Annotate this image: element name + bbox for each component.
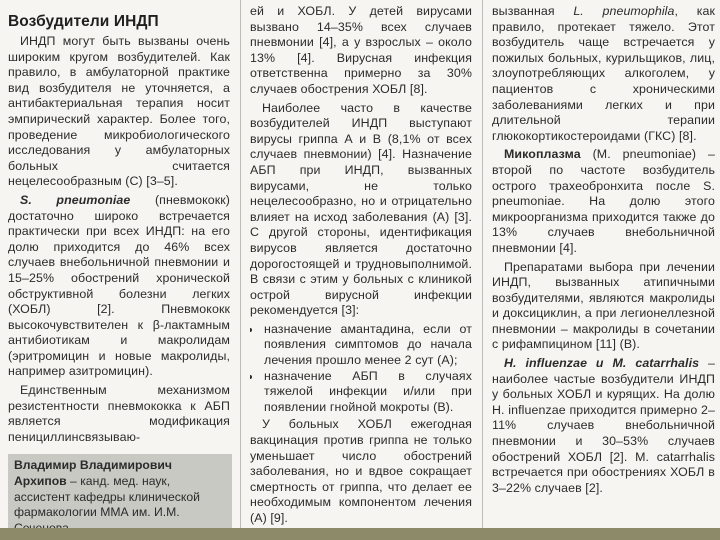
column-left: [8, 0, 230, 528]
author-name: Владимир Владимирович Архипов: [14, 458, 172, 488]
paragraph-text: (пневмококк) достаточно широко встречается практически при всех ИНДП: на его долю приходится до 46% всех случаев внебольничной пневмонии и 15–25% обострений хронической обструктивной болезни легких (ХОБЛ) [2]. Пневмококк высокочувствителен к β-лактамным антибиотикам и макролидам (эритромицин и новые макролиды, например азитромицин).: [8, 192, 230, 379]
paragraph-text: (M. pneumoniae) – второй по частоте возбудитель острого трахеобронхита после S. pneumoniae. На долю этого микроорганизма приходится также до 13% случаев внебольничной пневмонии [4].: [492, 147, 715, 255]
pathogen-term: S. pneumoniae: [20, 192, 131, 207]
pathogen-term: L. pneumophila: [573, 4, 675, 18]
pathogen-term: H. influenzae и M. catarrhalis: [504, 356, 700, 371]
pathogen-term: Микоплазма: [504, 147, 581, 162]
paragraph: ей и ХОБЛ. У детей вирусами вызвано 14–35% всех случаев пневмонии [4], а у взрослых – около 13% [4]. Вирусная инфекция ответственна примерно за 30% случаев обострения ХОБЛ [8].: [250, 4, 472, 96]
column-divider: [482, 0, 483, 528]
column-middle: [250, 0, 472, 528]
paragraph: [8, 193, 230, 380]
paragraph: ИНДП могут быть вызваны очень широким кругом возбудителей. Как правило, в амбулаторной практике вид возбудителя не уточняется, а антибактериальная терапия носит эмпирический характер. Более того, проведение микробиологического исследования у амбулаторных больных считается нецелесообразным (С) [3–5].: [8, 34, 230, 189]
paragraph-text: вызванная: [492, 4, 574, 18]
paragraph: Единственным механизмом резистентности пневмококка к АБП является модификация пенициллинсвязываю-: [8, 383, 230, 444]
section-heading: Возбудители ИНДП: [8, 13, 159, 30]
paragraph: [492, 4, 715, 144]
paragraph: [492, 356, 715, 496]
column-right: [492, 0, 715, 528]
paragraph-text: , как правило, протекает тяжело. Этот возбудитель чаще встречается у пожилых больных, курильщиков, лиц, злоупотребляющих алкоголем, у пациентов с хроническими заболеваниями легких и при длительной терапии глюкокортикостероидами (ГКС) [8].: [492, 4, 715, 143]
list-item: • назначение амантадина, если от появления симптомов до начала лечения прошло менее 2 сут (А);: [262, 322, 472, 369]
author-description: – канд. мед. наук, ассистент кафедры клинической фармакологии ММА им. И.М.: [14, 473, 200, 520]
list-item: • назначение АБП в случаях тяжелой инфекции и/или при появлении гнойной мокроты (В).: [262, 369, 472, 416]
recommendation-list: [250, 322, 472, 416]
paragraph: Препаратами выбора при лечении ИНДП, вызванных атипичными возбудителями, являются макролиды и доксициклин, а при легионеллезной пневмонии – макролиды в сочетании с рифампицином [11] (В).: [492, 259, 715, 352]
paragraph: Наиболее часто в качестве возбудителей ИНДП выступают вирусы гриппа А и В (8,1% от всех случаев пневмонии) [4]. Назначение АБП при ИНДП, вызванных вирусами, не только нецелесообразно, но и отрицательно влияет на исход заболевания (А) [3]. С другой стороны, идентификация вирусов является достаточно дорогостоящей и трудновыполнимой. В связи с этим у больных с клиникой острой вирусной инфекции рекомендуется [3]:: [250, 100, 472, 318]
paragraph: [492, 147, 715, 256]
page-bottom-edge: [0, 528, 720, 540]
paragraph-text: – наиболее частые возбудители ИНДП у больных ХОБЛ и курящих. На долю H. influenzae приходится примерно 2–11% случаев внебольничной пневмонии и 30–53% случаев обострений ХОБЛ [2]. M. catarrhalis встречается при обострениях ХОБЛ в 3–22% случаев [2].: [492, 356, 715, 495]
author-info-box: [8, 454, 232, 530]
column-divider: [240, 0, 241, 528]
paragraph: У больных ХОБЛ ежегодная вакцинация против гриппа не только уменьшает число обострений заболевания, но и вдвое сокращает смертность от гриппа, что делает ее необходимым компонентом лечения (А) [9].: [250, 417, 472, 525]
